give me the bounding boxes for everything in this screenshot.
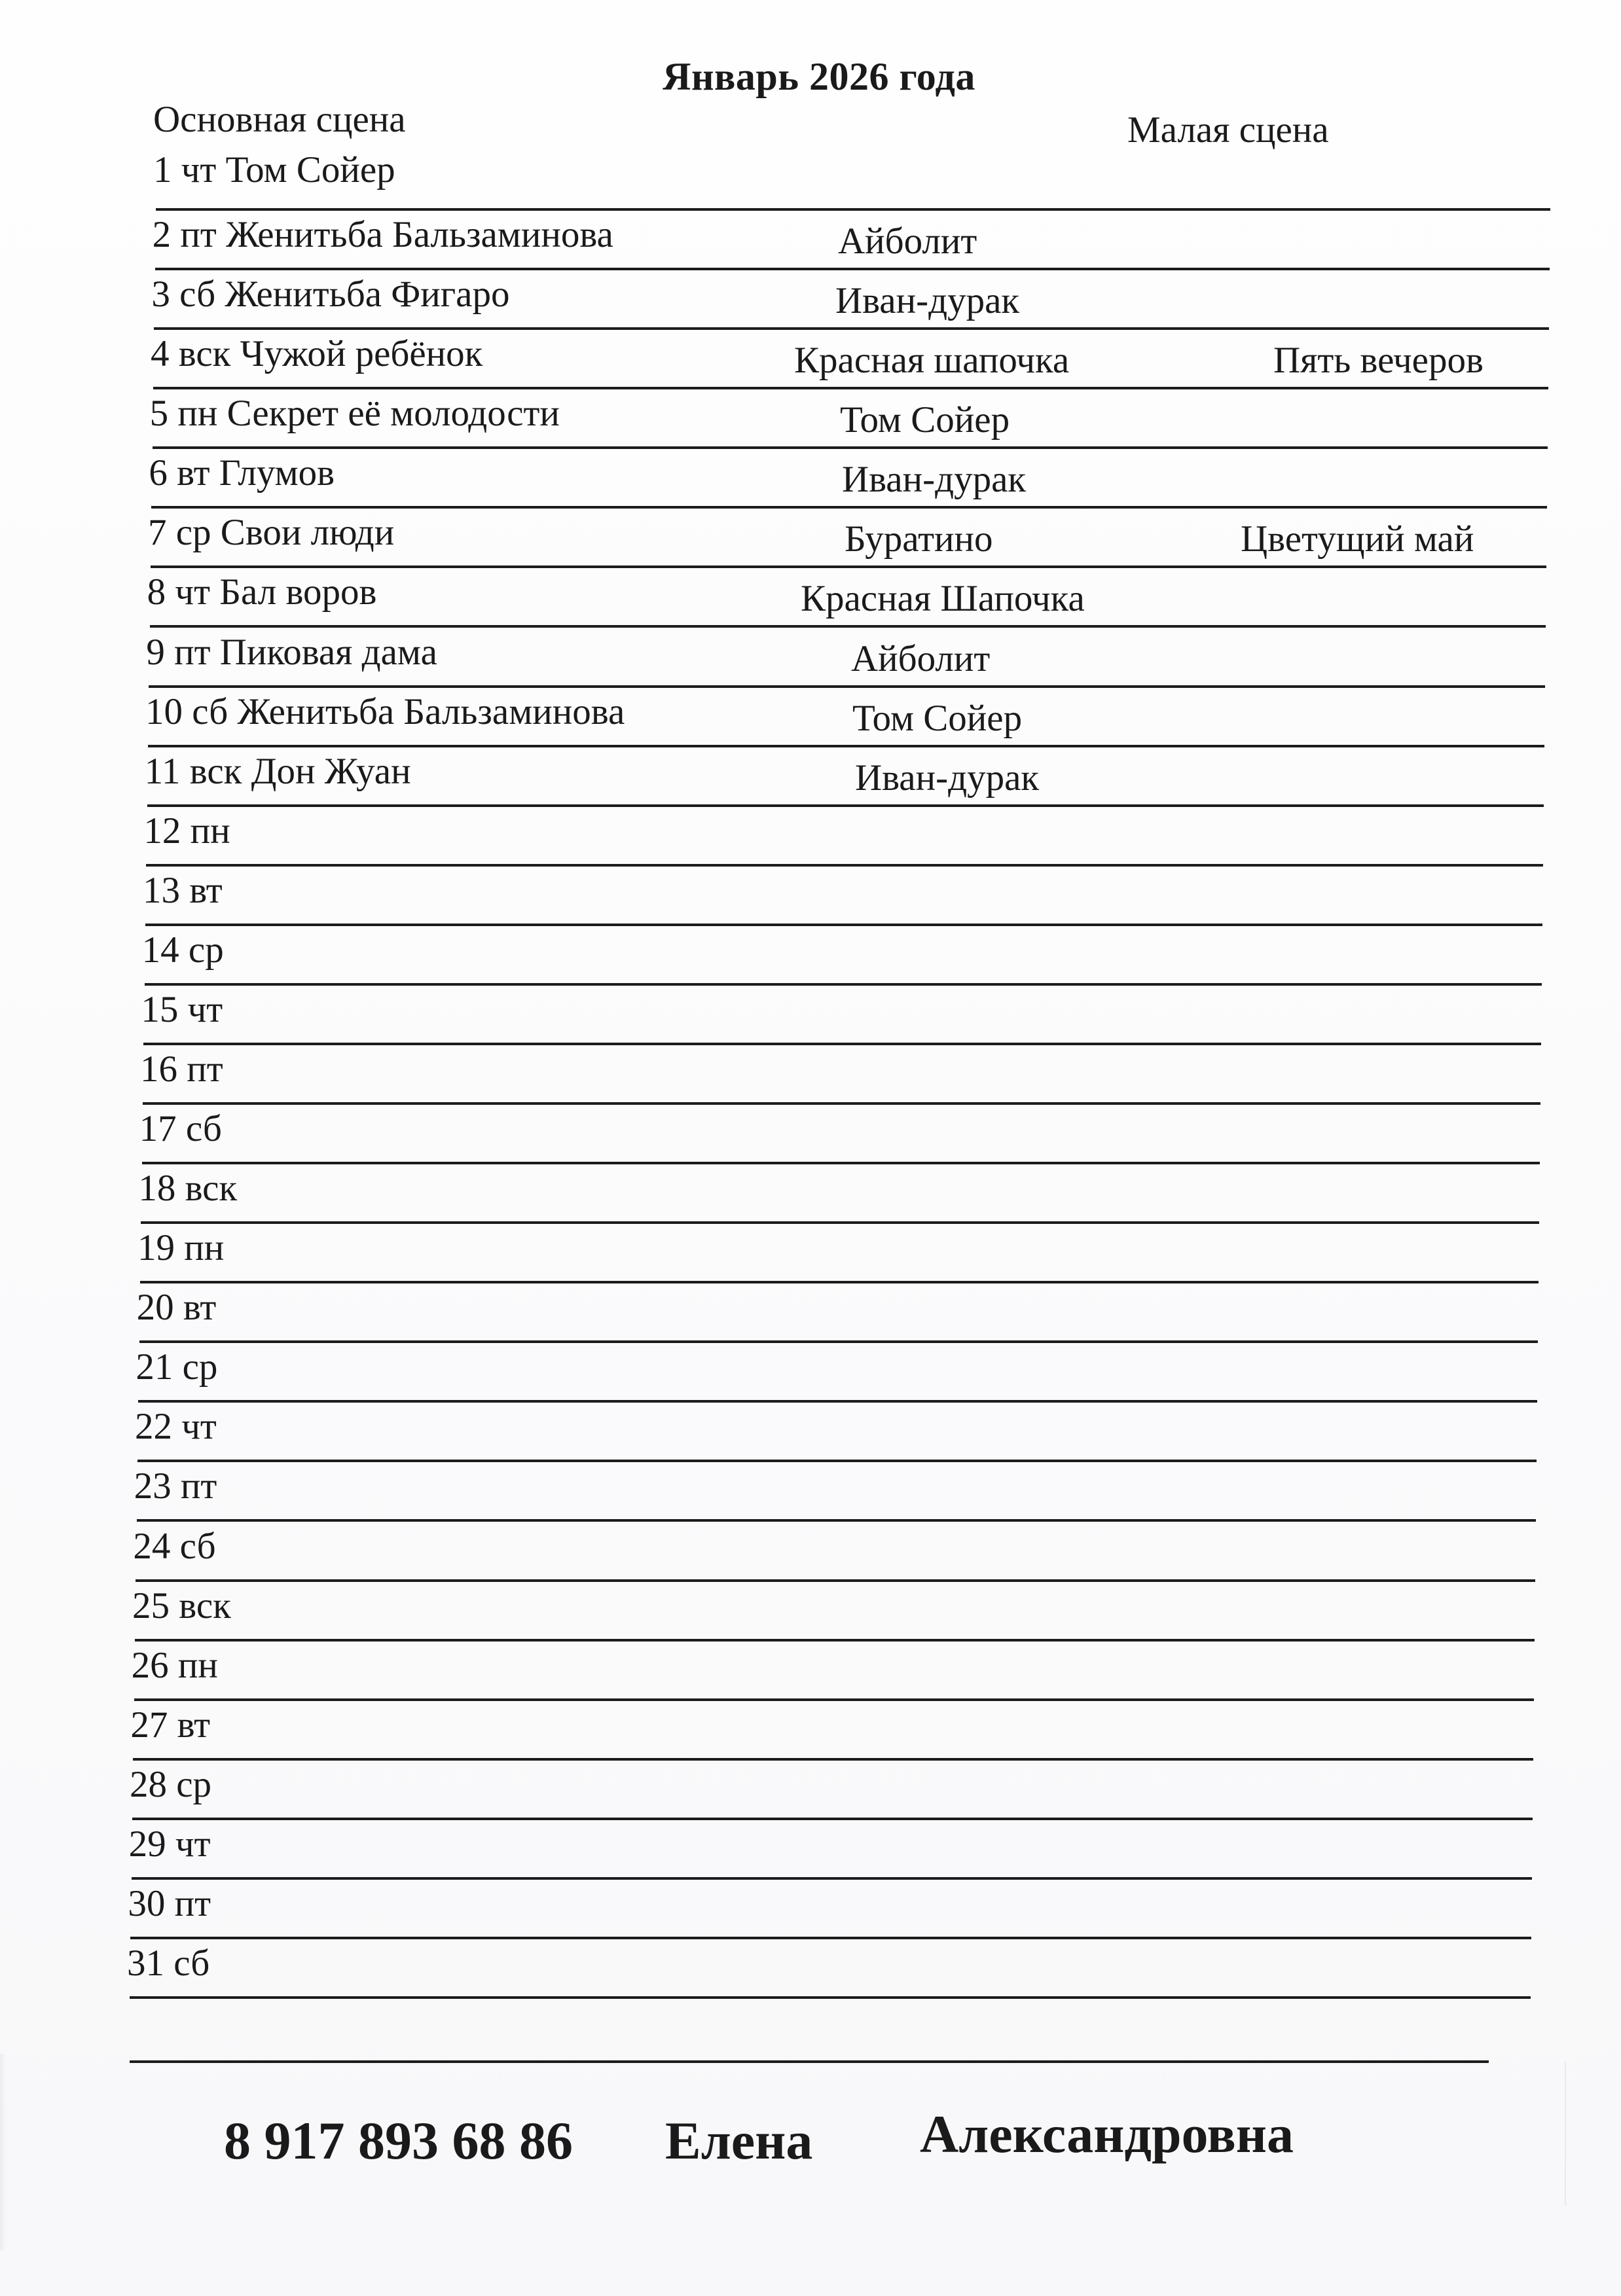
- day-main-stage: 9 пт Пиковая дама: [146, 631, 437, 673]
- schedule-row: [137, 1223, 1539, 1283]
- schedule-row: [151, 270, 1549, 330]
- schedule-row: [143, 985, 1541, 1045]
- day-main-stage: 17 сб: [139, 1108, 222, 1150]
- day-main-stage: 24 сб: [133, 1525, 216, 1567]
- day-main-stage: 16 пт: [140, 1049, 223, 1090]
- day-main-stage: 22 чт: [135, 1406, 217, 1448]
- day-main-stage: 3 сб Женитьба Фигаро: [151, 274, 510, 315]
- small-stage-show: Том Сойер: [839, 399, 1010, 441]
- contact-line: [0, 2098, 1621, 2177]
- schedule-row: [136, 1283, 1538, 1343]
- day-main-stage: 26 пн: [131, 1644, 218, 1686]
- small-stage-show: Том Сойер: [852, 697, 1023, 739]
- contact-patronymic: Александровна: [920, 2104, 1294, 2164]
- row-rule-line: [130, 1996, 1531, 1999]
- schedule-row: [141, 925, 1542, 986]
- day-main-stage: 12 пн: [143, 810, 230, 852]
- schedule-row: [127, 1939, 1531, 1999]
- schedule-row: [137, 1402, 1537, 1462]
- schedule-row: [146, 628, 1545, 688]
- day-main-stage: 5 пн Секрет её молодости: [149, 393, 560, 435]
- small-stage-show: Айболит: [837, 221, 977, 262]
- small-stage-show: Красная Шапочка: [800, 578, 1085, 620]
- day-main-stage: 15 чт: [141, 988, 223, 1030]
- small-stage-show: Буратино: [845, 518, 993, 560]
- small-stage-show: Иван-дурак: [835, 280, 1020, 322]
- schedule-row: [145, 866, 1542, 926]
- schedule-row: [152, 210, 1550, 270]
- schedule-row: [143, 806, 1543, 867]
- day-main-stage: 2 пт Женитьба Бальзаминова: [152, 214, 613, 256]
- schedule-row: [130, 1700, 1533, 1761]
- day-main-stage: 10 сб Женитьба Бальзаминова: [145, 691, 625, 732]
- day-main-stage: 31 сб: [127, 1943, 210, 1984]
- day-main-stage: 29 чт: [128, 1823, 211, 1865]
- schedule-row: [138, 1342, 1537, 1403]
- day-main-stage: 28 ср: [130, 1763, 212, 1805]
- day-main-stage: 25 вск: [132, 1585, 231, 1626]
- schedule-row: [149, 389, 1548, 449]
- day-main-stage: 6 вт Глумов: [149, 452, 335, 494]
- day-main-stage: 20 вт: [136, 1287, 217, 1329]
- small-stage-show: Айболит: [850, 637, 991, 679]
- day-main-stage: 4 вск Чужой ребёнок: [151, 333, 483, 375]
- schedule-row: [134, 1462, 1536, 1522]
- schedule-row: [131, 1641, 1534, 1701]
- schedule-row: [147, 567, 1546, 628]
- day-main-stage: 27 вт: [130, 1704, 210, 1746]
- schedule-row: [132, 1581, 1535, 1641]
- day-main-stage: 21 ср: [136, 1346, 218, 1388]
- schedule-row: [128, 1820, 1532, 1880]
- schedule-row: [148, 508, 1546, 568]
- day-main-stage: 13 вт: [143, 869, 223, 911]
- contact-first-name: Елена: [665, 2111, 813, 2170]
- small-stage-show-2: Пять вечеров: [1273, 340, 1484, 382]
- schedule-row: [138, 1164, 1539, 1224]
- schedule-row: [133, 1522, 1535, 1582]
- schedule-row: [139, 1104, 1540, 1164]
- day-main-stage: 14 ср: [141, 929, 224, 971]
- small-stage-show: Иван-дурак: [854, 757, 1040, 798]
- day-main-stage: 7 ср Свои люди: [148, 512, 395, 554]
- day-main-stage: 19 пн: [137, 1227, 225, 1269]
- contact-phone: 8 917 893 68 86: [224, 2111, 573, 2170]
- main-stage-heading: Основная сцена: [153, 99, 406, 140]
- schedule-row: [151, 448, 1547, 509]
- day-main-stage: 23 пт: [134, 1465, 217, 1507]
- schedule-row: [153, 329, 1548, 389]
- schedule-row: [140, 1045, 1540, 1105]
- small-stage-show-2: Цветущий май: [1241, 518, 1474, 560]
- day-main-stage: 30 пт: [128, 1882, 211, 1924]
- page-title: Январь 2026 года: [663, 55, 975, 98]
- day-main-stage: 18 вск: [138, 1168, 238, 1210]
- day-main-stage: 11 вск Дон Жуан: [144, 750, 411, 792]
- schedule-row: [130, 1879, 1531, 1939]
- day-main-stage: 8 чт Бал воров: [147, 571, 377, 613]
- small-stage-show: Иван-дурак: [841, 459, 1027, 501]
- schedule-row: [145, 687, 1544, 747]
- footer-divider: [130, 2060, 1489, 2063]
- schedule-row: [132, 1760, 1533, 1820]
- small-stage-show: Красная шапочка: [794, 340, 1070, 382]
- day-main-stage: 1 чт Том Сойер: [153, 149, 395, 190]
- schedule-row: [153, 149, 1550, 211]
- small-stage-heading: Малая сцена: [1127, 109, 1329, 151]
- schedule-row: [144, 747, 1544, 807]
